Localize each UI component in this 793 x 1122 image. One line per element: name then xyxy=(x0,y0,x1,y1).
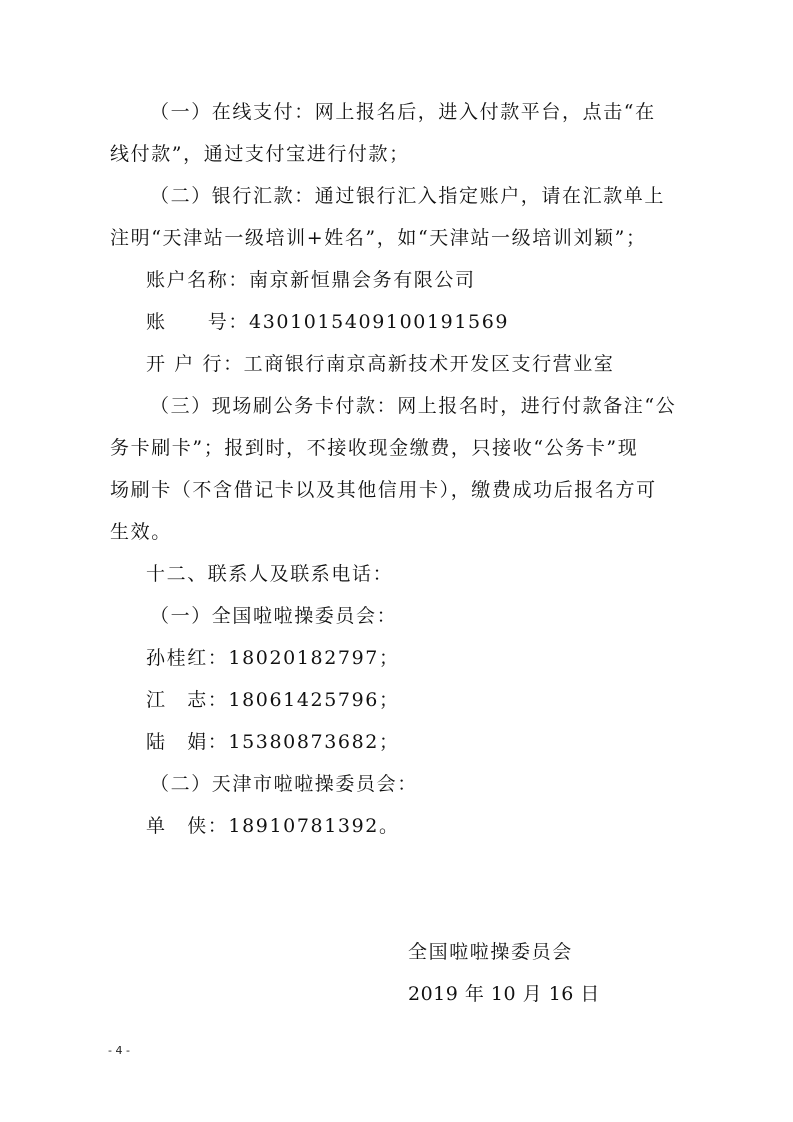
account-number: 账 号：4301015409100191569 xyxy=(146,311,510,333)
signature-org: 全国啦啦操委员会 xyxy=(408,941,573,963)
signature-date: 2019 年 10 月 16 日 xyxy=(408,983,600,1005)
payment-card-line-1: （三）现场刷公务卡付款：网上报名时，进行付款备注“公 xyxy=(150,395,677,417)
contact-person-2: 江 志：18061425796； xyxy=(146,689,400,711)
account-name: 账户名称：南京新恒鼎会务有限公司 xyxy=(146,269,476,291)
payment-bank-line-1: （二）银行汇款：通过银行汇入指定账户，请在汇款单上 xyxy=(150,185,666,207)
page-number: - 4 - xyxy=(108,1044,130,1057)
contact-person-3: 陆 娟：15380873682； xyxy=(146,731,400,753)
payment-card-line-4: 生效。 xyxy=(110,521,172,543)
payment-card-line-3: 场刷卡（不含借记卡以及其他信用卡），缴费成功后报名方可 xyxy=(110,479,657,501)
payment-bank-line-2: 注明“天津站一级培训+姓名”，如“天津站一级培训刘颖”； xyxy=(110,227,647,249)
contacts-group2-title: （二）天津市啦啦操委员会： xyxy=(150,773,418,795)
contacts-heading: 十二、联系人及联系电话： xyxy=(146,563,394,585)
payment-online-line-1: （一）在线支付：网上报名后，进入付款平台，点击“在 xyxy=(150,101,656,123)
contact-person-4: 单 侠：18910781392。 xyxy=(146,815,400,837)
payment-online-line-2: 线付款”，通过支付宝进行付款； xyxy=(110,143,410,165)
contact-person-1: 孙桂红：18020182797； xyxy=(146,647,400,669)
bank-branch: 开 户 行：工商银行南京高新技术开发区支行营业室 xyxy=(146,353,615,375)
contacts-group1-title: （一）全国啦啦操委员会： xyxy=(150,605,398,627)
payment-card-line-2: 务卡刷卡”；报到时，不接收现金缴费，只接收“公务卡”现 xyxy=(110,437,639,459)
